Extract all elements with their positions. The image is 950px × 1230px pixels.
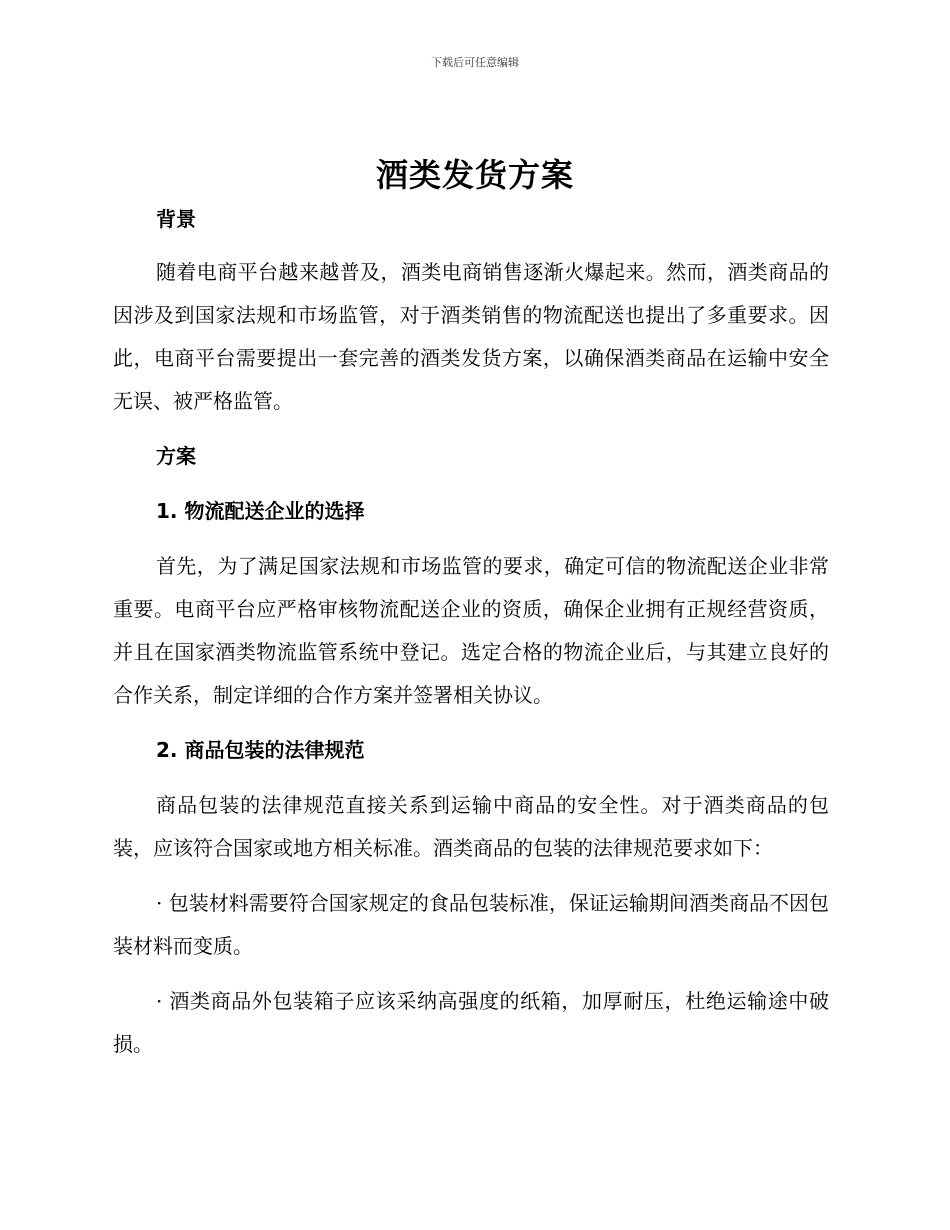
section1-paragraph: 首先，为了满足国家法规和市场监管的要求，确定可信的物流配送企业非常重要。电商平台应严格审核物流配送企业的资质，确保企业拥有正规经营资质，并且在国家酒类物流监管系统中登记。选定合格的物流企业后，与其建立良好的合作关系，制定详细的合作方案并签署相关协议。 [113,554,829,707]
header-note: 下载后可任意编辑 [431,56,519,69]
plan-heading: 方案 [156,444,196,468]
document-body [113,198,829,1066]
section2-paragraph: 商品包装的法律规范直接关系到运输中商品的安全性。对于酒类商品的包装，应该符合国家或地方相关标准。酒类商品的包装的法律规范要求如下： [113,793,829,860]
section2-heading: 2. 商品包装的法律规范 [156,738,365,762]
section1-heading: 1. 物流配送企业的选择 [156,499,365,523]
bullet-item: · 酒类商品外包装箱子应该采纳高强度的纸箱，加厚耐压，杜绝运输途中破损。 [113,989,829,1056]
background-paragraph: 随着电商平台越来越普及，酒类电商销售逐渐火爆起来。然而，酒类商品的因涉及到国家法规和市场监管，对于酒类销售的物流配送也提出了多重要求。因此，电商平台需要提出一套完善的酒类发货方案，以确保酒类商品在运输中安全无误、被严格监管。 [113,260,829,413]
document-title: 酒类发货方案 [375,156,574,194]
bullet-item: · 包装材料需要符合国家规定的食品包装标准，保证运输期间酒类商品不因包装材料而变质。 [113,891,829,958]
background-heading: 背景 [156,207,196,231]
